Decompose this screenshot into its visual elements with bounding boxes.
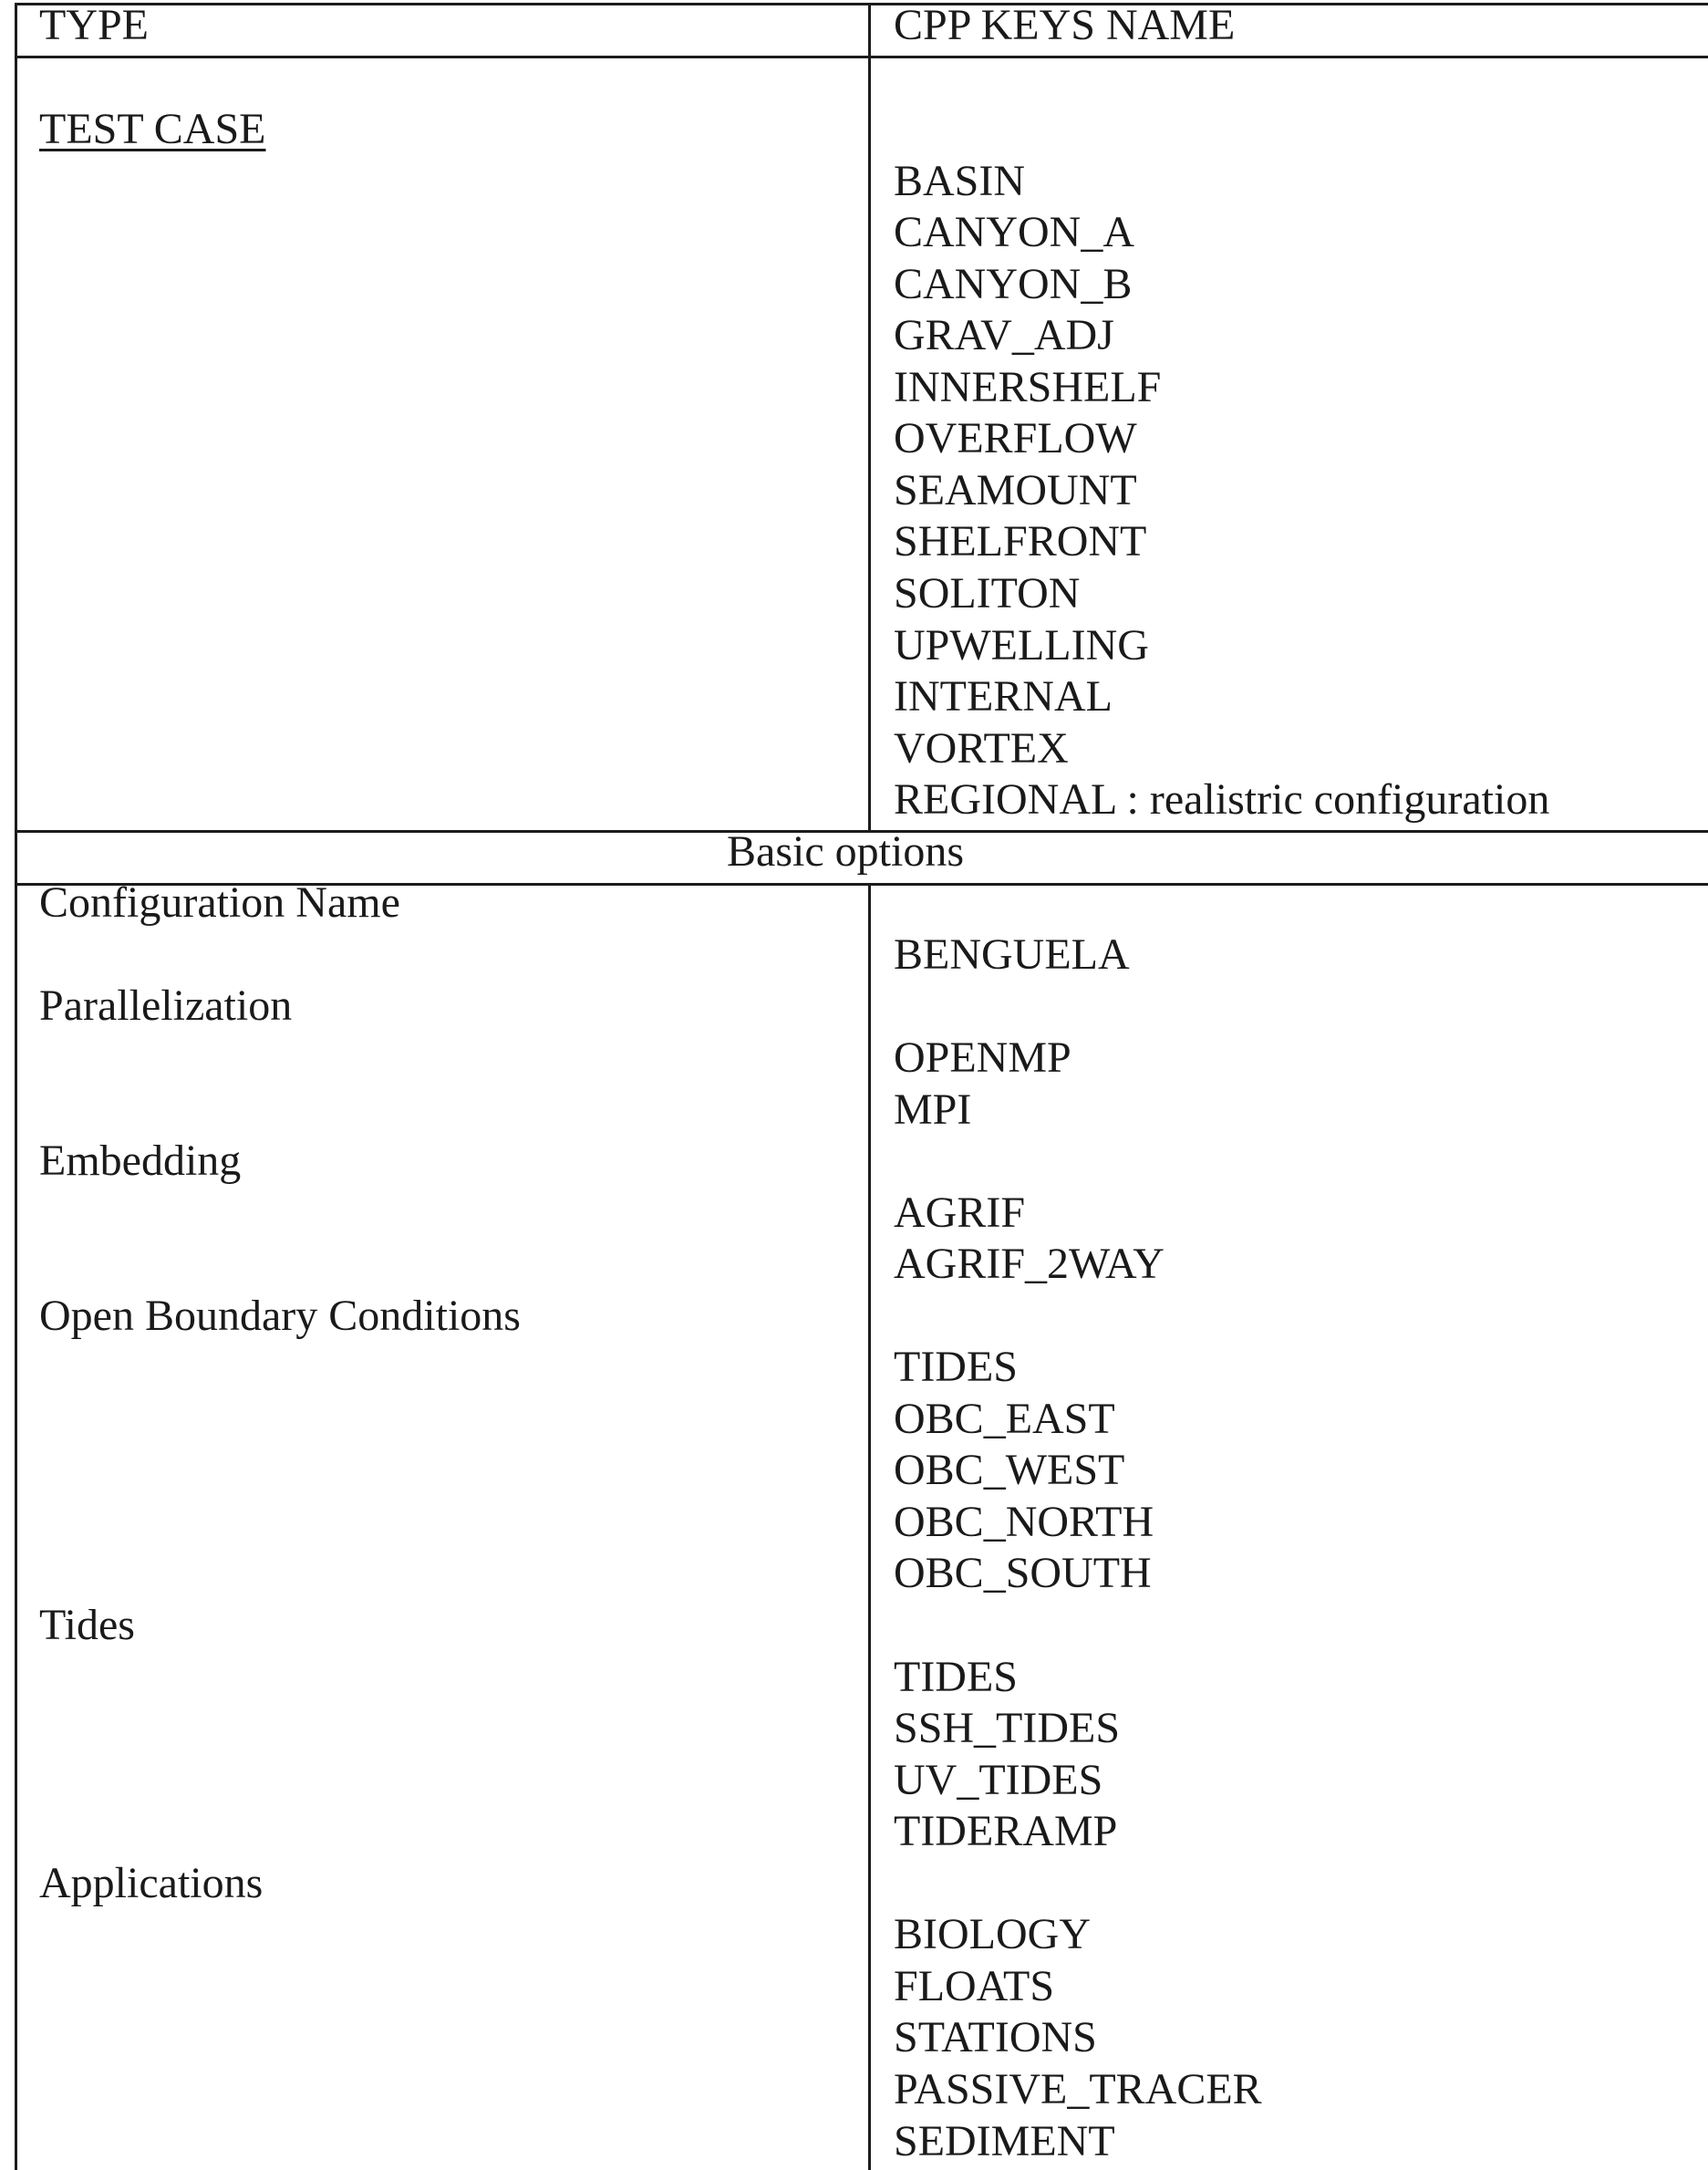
key-item: VORTEX <box>894 723 1069 773</box>
group-label-embedding: Embedding <box>39 1137 242 1186</box>
key-item: OBC_WEST <box>894 1446 1125 1495</box>
header-type: TYPE <box>39 1 149 49</box>
key-item: SEDIMENT <box>894 2116 1115 2165</box>
key-item: OVERFLOW <box>894 414 1137 463</box>
key-item: INNERSHELF <box>894 362 1162 411</box>
group-label-tides: Tides <box>39 1601 135 1649</box>
key-item: SEAMOUNT <box>894 465 1137 514</box>
key-item: AGRIF <box>894 1188 1026 1237</box>
key-item: SOLITON <box>894 569 1081 618</box>
key-item: BENGUELA <box>894 929 1130 979</box>
key-item: GRAV_ADJ <box>894 311 1114 360</box>
key-item: MPI <box>894 1085 972 1134</box>
group-label-configuration-name: Configuration Name <box>39 878 400 928</box>
key-item: REGIONAL : realistric configuration <box>894 775 1550 825</box>
key-item: TIDERAMP <box>894 1807 1118 1856</box>
key-item: OBC_SOUTH <box>894 1549 1152 1598</box>
group-label-parallelization: Parallelization <box>39 981 293 1031</box>
key-item: AGRIF_2WAY <box>894 1240 1165 1289</box>
key-item: TIDES <box>894 1652 1018 1701</box>
key-item: TIDES <box>894 1343 1018 1392</box>
key-item: PASSIVE_TRACER <box>894 2064 1262 2113</box>
column-divider-lower <box>868 883 871 2170</box>
key-item: INTERNAL <box>894 672 1113 722</box>
header-cpp-keys-name: CPP KEYS NAME <box>894 1 1236 49</box>
key-item: BASIN <box>894 156 1026 205</box>
key-item: STATIONS <box>894 2013 1097 2062</box>
key-item: CANYON_B <box>894 259 1133 308</box>
key-item: FLOATS <box>894 1961 1055 2010</box>
key-item: SHELFRONT <box>894 517 1147 566</box>
header-bottom-border <box>15 56 1708 58</box>
test-case-label-text: TEST CASE <box>39 105 266 154</box>
key-item: CANYON_A <box>894 208 1134 257</box>
key-item: BIOLOGY <box>894 1910 1091 1959</box>
key-item: UV_TIDES <box>894 1755 1103 1804</box>
key-item: SSH_TIDES <box>894 1704 1121 1753</box>
column-divider-upper <box>868 3 871 833</box>
section-title-basic-options: Basic options <box>727 826 964 876</box>
key-item: OPENMP <box>894 1033 1071 1082</box>
test-case-label <box>39 104 265 156</box>
table-top-border <box>15 3 1708 5</box>
key-item: OBC_NORTH <box>894 1497 1154 1546</box>
group-label-open-boundary-conditions: Open Boundary Conditions <box>39 1291 521 1340</box>
key-item: UPWELLING <box>894 620 1149 670</box>
key-item: OBC_EAST <box>894 1394 1115 1443</box>
table-left-border <box>15 3 17 2170</box>
group-label-applications: Applications <box>39 1858 264 1907</box>
